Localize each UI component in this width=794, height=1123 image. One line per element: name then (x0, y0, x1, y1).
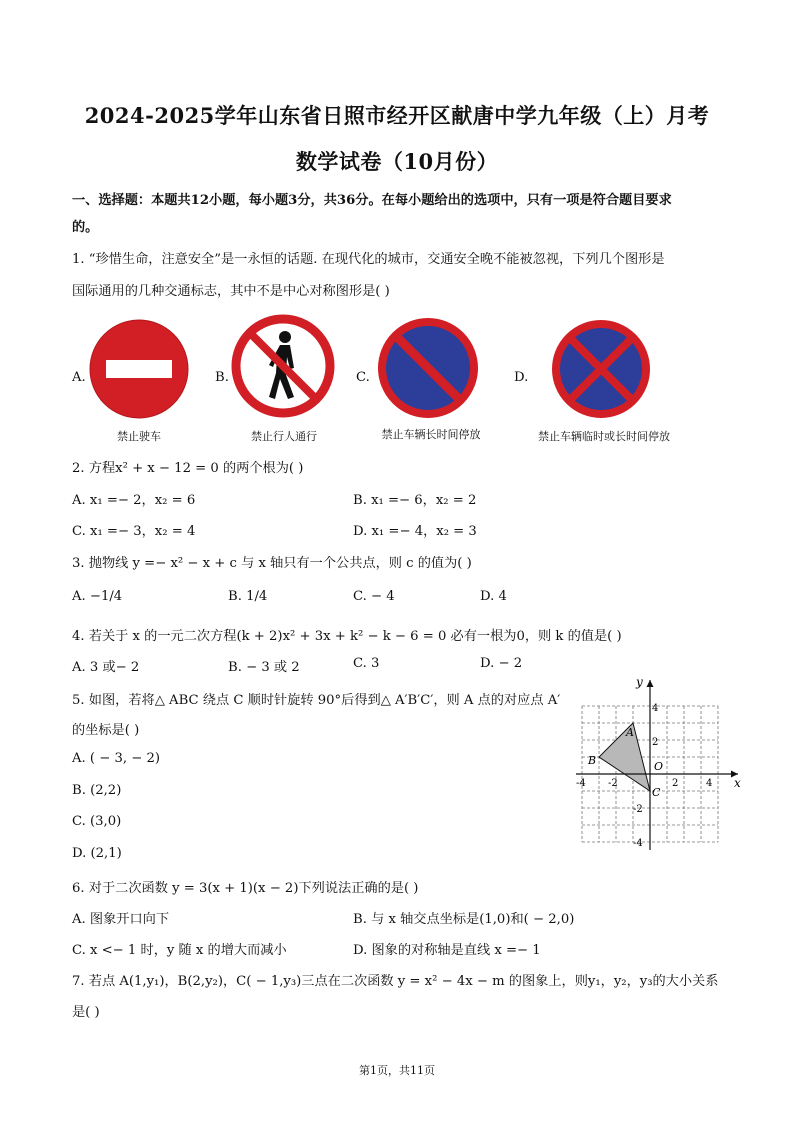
no-pedestrians-sign-icon (230, 313, 336, 419)
page-subtitle: 数学试卷（10月份） (295, 149, 499, 174)
q1-stem-line2: 国际通用的几种交通标志，其中不是中心对称图形是( ) (72, 284, 390, 299)
section-heading: 一、选择题：本题共12小题，每小题3分，共36分。在每小题给出的选项中，只有一项是符合题目要求 (72, 193, 672, 208)
q5-option-c: C. (3,0) (72, 814, 122, 829)
q4-option-b: B. − 3 或 2 (228, 660, 300, 675)
q1-option-c-label: C. (356, 370, 370, 385)
q3-stem: 3. 抛物线 y =− x² − x + c 与 x 轴只有一个公共点，则 c 的值为( ) (72, 556, 472, 571)
x-tick-label: 4 (706, 778, 713, 789)
q3-option-d: D. 4 (480, 589, 507, 604)
y-axis-label: y (636, 675, 643, 689)
y-tick-label: -2 (633, 804, 643, 815)
q4-option-d: D. − 2 (480, 656, 523, 671)
q1-option-a-caption: 禁止驶车 (117, 430, 161, 443)
point-b-label: B (588, 754, 597, 767)
no-stopping-sign-icon (552, 320, 650, 418)
q4-option-c: C. 3 (353, 656, 380, 671)
q2-option-d: D. x₁ =− 4，x₂ = 3 (353, 524, 477, 539)
coordinate-grid-figure (574, 674, 744, 854)
x-tick-label: 2 (672, 778, 679, 789)
q1-stem-line1: 1. “珍惜生命，注意安全”是一永恒的话题. 在现代化的城市，交通安全晚不能被忽视，下列几个图形是 (72, 252, 665, 267)
q6-option-b: B. 与 x 轴交点坐标是(1,0)和( − 2,0) (353, 912, 575, 927)
q4-option-a: A. 3 或− 2 (72, 660, 140, 675)
section-heading-cont: 的。 (72, 220, 99, 235)
q6-option-d: D. 图象的对称轴是直线 x =− 1 (353, 943, 541, 958)
y-tick-label: -4 (633, 838, 643, 849)
q2-stem: 2. 方程x² + x − 12 = 0 的两个根为( ) (72, 461, 304, 476)
no-entry-sign-icon (88, 318, 190, 420)
q7-stem-line1: 7. 若点 A(1,y₁)，B(2,y₂)，C( − 1,y₃)三点在二次函数 y = x² − 4x − m 的图象上，则y₁，y₂，y₃的大小关系 (72, 974, 719, 989)
q1-option-b-label: B. (215, 370, 229, 385)
q5-stem-line2: 的坐标是( ) (72, 723, 140, 738)
q6-stem: 6. 对于二次函数 y = 3(x + 1)(x − 2)下列说法正确的是( ) (72, 881, 419, 896)
q1-option-c-caption: 禁止车辆长时间停放 (381, 428, 481, 441)
q5-option-d: D. (2,1) (72, 846, 122, 861)
q4-stem: 4. 若关于 x 的一元二次方程(k + 2)x² + 3x + k² − k − 6 = 0 必有一根为0，则 k 的值是( ) (72, 629, 622, 644)
page-footer: 第1页，共11页 (359, 1064, 435, 1077)
point-a-label: A (626, 726, 634, 739)
q5-option-a: A. ( − 3, − 2) (72, 751, 161, 766)
q3-option-a: A. −1/4 (72, 589, 123, 604)
q1-option-d-caption: 禁止车辆临时或长时间停放 (538, 430, 670, 443)
q3-option-b: B. 1/4 (228, 589, 268, 604)
q3-option-c: C. − 4 (353, 589, 395, 604)
q2-option-c: C. x₁ =− 3，x₂ = 4 (72, 524, 196, 539)
q5-stem-line1: 5. 如图，若将△ ABC 绕点 C 顺时针旋转 90°后得到△ A′B′C′，则 A 点的对应点 A′ (72, 693, 561, 708)
q6-option-a: A. 图象开口向下 (72, 912, 170, 927)
q6-option-c: C. x <− 1 时，y 随 x 的增大而减小 (72, 943, 287, 958)
q1-option-d-label: D. (514, 370, 529, 385)
origin-label: O (654, 760, 664, 773)
page-title: 2024-2025学年山东省日照市经开区献唐中学九年级（上）月考 (84, 103, 710, 128)
point-c-label: C (652, 786, 661, 799)
q1-option-a-label: A. (72, 370, 86, 385)
q7-stem-line2: 是( ) (72, 1005, 100, 1020)
no-parking-sign-icon (378, 318, 478, 418)
x-tick-label: -4 (576, 778, 586, 789)
x-axis-label: x (734, 776, 741, 790)
x-tick-label: -2 (608, 778, 618, 789)
q5-option-b: B. (2,2) (72, 783, 122, 798)
q2-option-a: A. x₁ =− 2，x₂ = 6 (72, 493, 196, 508)
q1-option-b-caption: 禁止行人通行 (251, 430, 317, 443)
q2-option-b: B. x₁ =− 6，x₂ = 2 (353, 493, 477, 508)
y-tick-label: 4 (652, 703, 659, 714)
y-tick-label: 2 (652, 737, 659, 748)
